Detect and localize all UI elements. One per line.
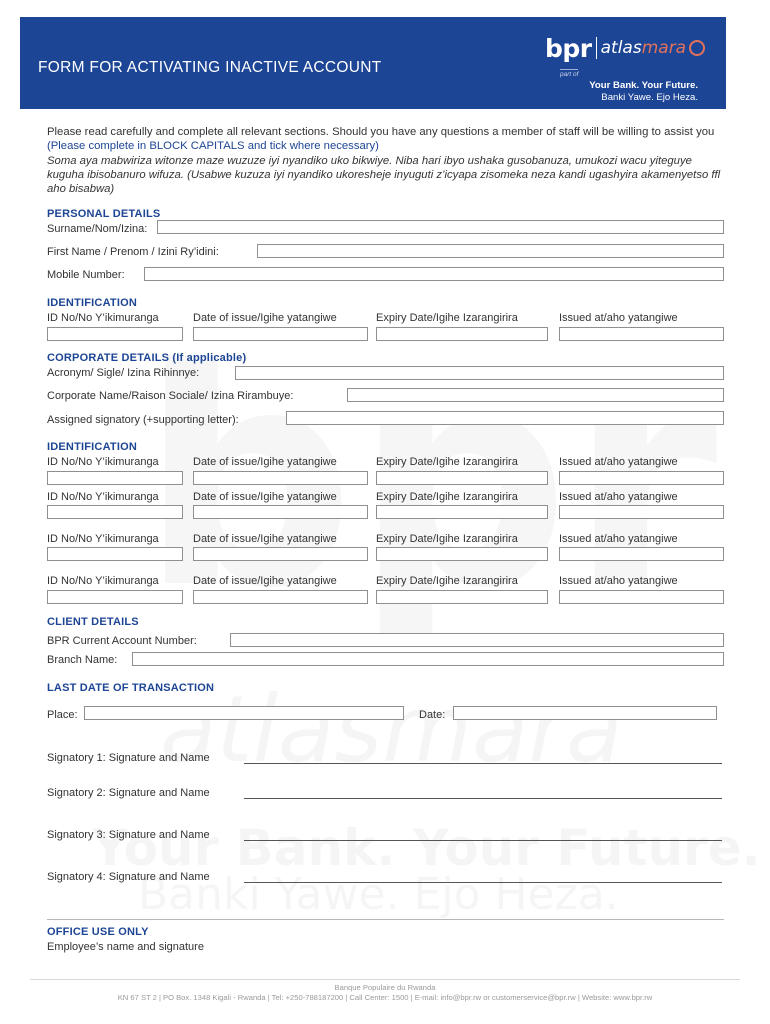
- identification-heading-2: IDENTIFICATION: [47, 441, 137, 453]
- place-label: Place:: [47, 709, 78, 721]
- date-issue-field[interactable]: [193, 590, 368, 604]
- acronym-field[interactable]: [235, 366, 724, 380]
- date-issue-label: Date of issue/Igihe yatangiwe: [193, 491, 337, 503]
- expiry-label: Expiry Date/Igihe Izarangirira: [376, 575, 518, 587]
- instructions-english-note: (Please complete in BLOCK CAPITALS and tick where necessary): [47, 140, 379, 153]
- issued-at-field[interactable]: [559, 547, 724, 561]
- logo-separator: [596, 37, 597, 59]
- expiry-field[interactable]: [376, 471, 548, 485]
- last-transaction-heading: LAST DATE OF TRANSACTION: [47, 682, 215, 694]
- footer-contact-info: KN 67 ST 2 | PO Box. 1348 Kigali - Rwanda | Tel: +250-788187200 | Call Center: 1500 | E-mail: info@bpr.rw or customerservice@bpr.rw | Website: www.bpr.rw: [117, 993, 653, 1002]
- id-no-field[interactable]: [47, 547, 183, 561]
- id-no-label: ID No/No Y’ikimuranga: [47, 312, 159, 324]
- date-issue-field[interactable]: [193, 327, 368, 341]
- signatory-2-label: Signatory 2: Signature and Name: [47, 787, 210, 799]
- id-no-field[interactable]: [47, 590, 183, 604]
- identification-heading: IDENTIFICATION: [47, 297, 137, 309]
- date-issue-field[interactable]: [193, 505, 368, 519]
- place-field[interactable]: [84, 706, 404, 720]
- bank-logo: [545, 33, 705, 63]
- issued-at-label: Issued at/aho yatangiwe: [559, 491, 678, 503]
- date-issue-label: Date of issue/Igihe yatangiwe: [193, 533, 337, 545]
- signatory-2-line[interactable]: [244, 798, 722, 799]
- issued-at-field[interactable]: [559, 327, 724, 341]
- signatory-3-label: Signatory 3: Signature and Name: [47, 829, 210, 841]
- branch-name-label: Branch Name:: [47, 654, 118, 666]
- id-no-field[interactable]: [47, 327, 183, 341]
- header-banner: [20, 17, 726, 109]
- id-no-field[interactable]: [47, 471, 183, 485]
- expiry-label: Expiry Date/Igihe Izarangirira: [376, 312, 518, 324]
- account-number-field[interactable]: [230, 633, 724, 647]
- surname-label: Surname/Nom/Izina:: [47, 223, 148, 235]
- instructions-kinyarwanda-note: (Usabwe kuzuza iyi nyandiko ukoresheje inyuguti z’icyapa zisomeka neza kandi ugashyira akamenyetso ffl aho bisabwa): [47, 168, 721, 196]
- expiry-field[interactable]: [376, 547, 548, 561]
- issued-at-field[interactable]: [559, 471, 724, 485]
- date-issue-field[interactable]: [193, 471, 368, 485]
- issued-at-label: Issued at/aho yatangiwe: [559, 533, 678, 545]
- acronym-label: Acronym/ Sigle/ Izina Rihinnye:: [47, 367, 200, 379]
- logo-part-of: part of: [560, 71, 579, 78]
- signatory-4-line[interactable]: [244, 882, 722, 883]
- branch-name-field[interactable]: [132, 652, 724, 666]
- logo-bpr-text: bpr: [545, 33, 592, 63]
- surname-field[interactable]: [157, 220, 724, 234]
- corporate-details-heading: CORPORATE DETAILS (If applicable): [47, 352, 247, 364]
- date-issue-field[interactable]: [193, 547, 368, 561]
- expiry-label: Expiry Date/Igihe Izarangirira: [376, 533, 518, 545]
- watermark-tagline2: [138, 870, 619, 920]
- personal-details-heading: PERSONAL DETAILS: [47, 208, 161, 220]
- tagline-kinyarwanda: Banki Yawe. Ejo Heza.: [601, 92, 698, 103]
- id-no-label: ID No/No Y’ikimuranga: [47, 533, 159, 545]
- issued-at-field[interactable]: [559, 590, 724, 604]
- corporate-name-field[interactable]: [347, 388, 724, 402]
- date-label: Date:: [419, 709, 446, 721]
- instructions-kinyarwanda: Soma aya mabwiriza witonze maze wuzuze iyi nyandiko uko bikwiye. Niba hari ibyo ushaka gusobanuza, umukozi wacu yiteguye kuguha ibisobanuro wifuza.: [47, 154, 692, 181]
- id-no-label: ID No/No Y’ikimuranga: [47, 575, 159, 587]
- instructions-english: Please read carefully and complete all relevant sections. Should you have any questions a member of staff will be willing to assist you: [47, 126, 715, 138]
- tagline-english: Your Bank. Your Future.: [589, 80, 698, 91]
- assigned-signatory-field[interactable]: [286, 411, 724, 425]
- issued-at-label: Issued at/aho yatangiwe: [559, 575, 678, 587]
- signatory-3-line[interactable]: [244, 840, 722, 841]
- footer-bank-name: Banque Populaire du Rwanda: [334, 983, 436, 992]
- date-issue-label: Date of issue/Igihe yatangiwe: [193, 456, 337, 468]
- expiry-field[interactable]: [376, 327, 548, 341]
- firstname-label: First Name / Prenom / Izini Ry’idini:: [47, 246, 219, 258]
- account-number-label: BPR Current Account Number:: [47, 635, 197, 647]
- watermark-atlasmara: [160, 680, 623, 780]
- expiry-label: Expiry Date/Igihe Izarangirira: [376, 491, 518, 503]
- form-title: FORM FOR ACTIVATING INACTIVE ACCOUNT: [38, 59, 382, 76]
- issued-at-field[interactable]: [559, 505, 724, 519]
- office-use-heading: OFFICE USE ONLY: [47, 926, 149, 938]
- expiry-field[interactable]: [376, 505, 548, 519]
- signatory-4-label: Signatory 4: Signature and Name: [47, 871, 210, 883]
- footer-divider: [30, 979, 740, 980]
- signatory-1-line[interactable]: [244, 763, 722, 764]
- corporate-name-label: Corporate Name/Raison Sociale/ Izina Rirambuye:: [47, 390, 294, 402]
- logo-atlasmara-text: atlasmara: [600, 38, 687, 58]
- mobile-label: Mobile Number:: [47, 269, 125, 281]
- office-divider: [47, 919, 724, 920]
- firstname-field[interactable]: [257, 244, 724, 258]
- atlasmara-ring-icon: [689, 40, 705, 56]
- expiry-field[interactable]: [376, 590, 548, 604]
- mobile-field[interactable]: [144, 267, 724, 281]
- id-no-label: ID No/No Y’ikimuranga: [47, 491, 159, 503]
- date-issue-label: Date of issue/Igihe yatangiwe: [193, 575, 337, 587]
- employee-signature-label: Employee’s name and signature: [47, 941, 204, 953]
- issued-at-label: Issued at/aho yatangiwe: [559, 312, 678, 324]
- date-field[interactable]: [453, 706, 717, 720]
- signatory-1-label: Signatory 1: Signature and Name: [47, 752, 210, 764]
- assigned-signatory-label: Assigned signatory (+supporting letter):: [47, 414, 239, 426]
- expiry-label: Expiry Date/Igihe Izarangirira: [376, 456, 518, 468]
- client-details-heading: CLIENT DETAILS: [47, 616, 139, 628]
- instructions: [47, 125, 732, 196]
- issued-at-label: Issued at/aho yatangiwe: [559, 456, 678, 468]
- date-issue-label: Date of issue/Igihe yatangiwe: [193, 312, 337, 324]
- id-no-field[interactable]: [47, 505, 183, 519]
- id-no-label: ID No/No Y’ikimuranga: [47, 456, 159, 468]
